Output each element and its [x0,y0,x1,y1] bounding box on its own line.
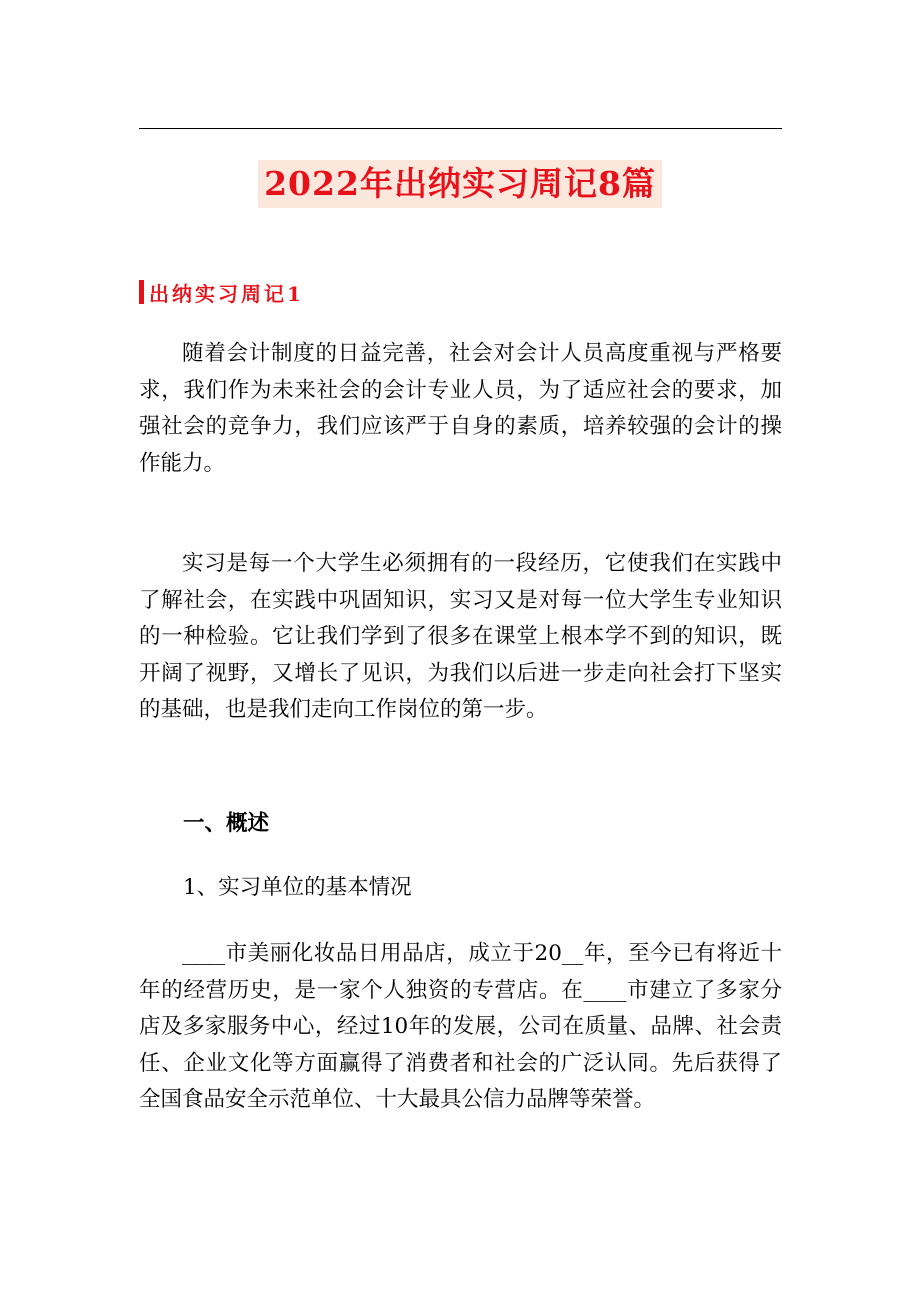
header-rule [139,128,782,129]
title-container [0,160,920,208]
section-heading [139,277,304,307]
section-heading-text: 出纳实习周记1 [149,281,304,306]
heading-marker [139,280,144,304]
subsection-heading: 1、实习单位的基本情况 [183,875,412,900]
overview-heading: 一、概述 [183,811,270,836]
paragraph-intro: 随着会计制度的日益完善，社会对会计人员高度重视与严格要求，我们作为未来社会的会计专业人员，为了适应社会的要求，加强社会的竞争力，我们应该严于自身的素质，培养较强的会计的操作能力。 [139,341,782,476]
document-title: 2022年出纳实习周记8篇 [258,160,662,208]
paragraph-company: ____市美丽化妆品日用品店，成立于20__年，至今已有将近十年的经营历史，是一家个人独资的专营店。在____市建立了多家分店及多家服务中心，经过10年的发展，公司在质量、品牌、社会责任、企业文化等方面赢得了消费者和社会的广泛认同。先后获得了全国食品安全示范单位、十大最具公信力品牌等荣誉。 [139,941,782,1112]
paragraph-internship: 实习是每一个大学生必须拥有的一段经历，它使我们在实践中了解社会，在实践中巩固知识，实习又是对每一位大学生专业知识的一种检验。它让我们学到了很多在课堂上根本学不到的知识，既开阔了视野，又增长了见识，为我们以后进一步走向社会打下坚实的基础，也是我们走向工作岗位的第一步。 [139,551,782,722]
